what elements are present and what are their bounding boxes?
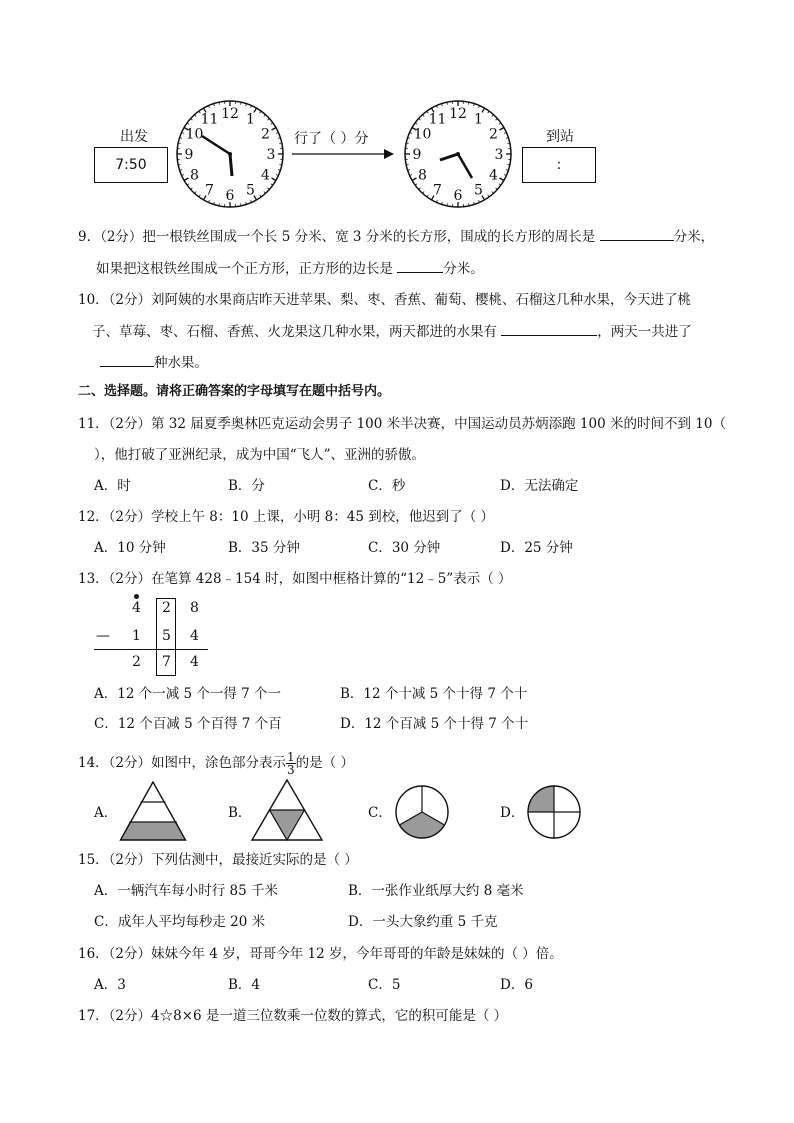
q9-line2: 如果把这根铁丝围成一个正方形，正方形的边长是 分米。 [96, 258, 484, 279]
clock-number: 8 [190, 167, 199, 184]
q13-option-b[interactable]: B．12 个十减 5 个十得 7 个十 [340, 686, 528, 702]
q11-line2: ），他打破了亚洲纪录，成为中国“飞人”、亚洲的骄傲。 [94, 447, 426, 463]
clock-arrive-minute-hand [458, 154, 472, 178]
vertical-subtraction [94, 594, 214, 678]
digit: 8 [190, 600, 199, 616]
borrow-dot [134, 594, 139, 599]
q11-line1: 11．（2分）第 32 届夏季奥林匹克运动会男子 100 米半决赛，中国运动员苏炳添跑 100 米的时间不到 10（ [78, 416, 726, 432]
clock-tick [264, 192, 266, 194]
q14-figure-d-circle [522, 780, 586, 844]
q9-blank-1[interactable] [600, 226, 674, 241]
clock-tick [184, 178, 188, 181]
q16-option-c[interactable]: C．5 [368, 977, 401, 993]
clock-tick [240, 102, 241, 104]
clock-tick [272, 178, 276, 181]
clock-number: 3 [266, 147, 276, 163]
q16-option-b[interactable]: B．4 [228, 977, 261, 993]
q17-text: 17．（2分）4☆8×6 是一道三位数乘一位数的算式，它的积可能是（ ） [78, 1008, 508, 1024]
digit: 5 [162, 628, 171, 644]
clock-tick [406, 164, 408, 165]
clock-tick [447, 102, 448, 104]
q15-option-d[interactable]: D．一头大象约重 5 千克 [348, 914, 498, 930]
q15-option-a[interactable]: A．一辆汽车每小时行 85 千米 [94, 883, 279, 899]
depart-label: 出发 [120, 129, 148, 145]
clock-tick [406, 143, 408, 144]
arrive-time-box: : [522, 147, 596, 183]
clock-number: 2 [489, 126, 498, 143]
clock-number: 11 [428, 111, 447, 128]
clock-tick [178, 143, 180, 144]
q12-option-a[interactable]: A．10 分钟 [94, 540, 166, 556]
clock-tick [419, 188, 421, 190]
clock-arrive-hour-hand [440, 154, 458, 160]
digit: 2 [162, 600, 171, 616]
q14-option-c-label[interactable]: C． [368, 805, 392, 821]
clock-number: 1 [246, 111, 255, 128]
clock-number: 9 [184, 147, 194, 163]
q14-option-a-label[interactable]: A． [94, 805, 118, 821]
q13-text: 13．（2分）在笔算 428﹣154 时，如图中框格计算的“12﹣5”表示（ ） [78, 571, 512, 587]
clock-tick [492, 192, 494, 194]
elapsed-label: 行了（ ）分 [294, 131, 369, 147]
clock-number: 7 [205, 182, 214, 199]
clock-tick [468, 203, 469, 205]
q15-option-c[interactable]: C．成年人平均每秒走 20 米 [94, 914, 266, 930]
q14-option-d-label[interactable]: D． [500, 805, 525, 821]
q9-blank-2[interactable] [397, 258, 443, 273]
clock-tick [268, 119, 270, 121]
section-2-heading: 二、选择题。请将正确答案的字母填写在题中括号内。 [78, 384, 391, 399]
clock-number: 8 [418, 167, 427, 184]
clock-tick [195, 115, 197, 117]
q15-option-b[interactable]: B．一张作业纸厚大约 8 毫米 [348, 883, 524, 899]
q11-option-b[interactable]: B．分 [228, 478, 265, 494]
clock-tick [219, 203, 220, 205]
clock-tick [500, 178, 504, 181]
clock-tick [279, 164, 281, 165]
fraction-one-third: $\frac{1}{3}$ [287, 750, 295, 777]
clock-number: 6 [225, 188, 235, 204]
clock-number: 4 [489, 167, 498, 184]
q10-line2: 子、草莓、枣、石榴、香蕉、火龙果这几种水果，两天都进的水果有 ，两天一共进了 [92, 321, 692, 342]
clock-tick [492, 115, 494, 117]
arrow-right [290, 146, 396, 162]
q12-text: 12．（2分）学校上午 8：10 上课，小明 8：45 到校，他迟到了（ ） [78, 509, 495, 525]
clock-arrive [402, 98, 514, 210]
q10-blank-1[interactable] [501, 321, 597, 336]
q10-line1: 10．（2分）刘阿姨的水果商店昨天进苹果、梨、枣、香蕉、葡萄、樱桃、石榴这几种水果，今天进了桃 [78, 292, 692, 308]
clock-depart-minute-hand [202, 136, 230, 154]
q16-option-a[interactable]: A．3 [94, 977, 126, 993]
q16-option-d[interactable]: D．6 [500, 977, 533, 993]
clock-number: 1 [474, 111, 483, 128]
digit: 2 [132, 654, 141, 670]
clock-number: 10 [413, 126, 432, 143]
clock-tick [268, 188, 270, 190]
clock-tick [191, 119, 193, 121]
q13-option-c[interactable]: C．12 个百减 5 个百得 7 个百 [94, 716, 282, 732]
q12-option-b[interactable]: B．35 分钟 [228, 540, 300, 556]
clock-tick [447, 203, 448, 205]
clock-tick [412, 178, 416, 181]
q10-line3: 种水果。 [100, 352, 208, 373]
clock-tick [419, 119, 421, 121]
clock-number: 7 [433, 182, 442, 199]
clock-tick [500, 128, 504, 131]
clock-tick [219, 102, 220, 104]
digit: 4 [190, 654, 199, 670]
depart-time-box: 7:50 [94, 147, 168, 183]
clock-number: 12 [221, 106, 239, 122]
clock-tick [496, 119, 498, 121]
clock-number: 4 [261, 167, 270, 184]
clock-depart [174, 98, 286, 210]
q9-line1: 9．（2分）把一根铁丝围成一个长 5 分米、宽 3 分米的长方形，围成的长方形的周长是 分米， [78, 226, 714, 247]
clock-tick [496, 188, 498, 190]
q12-option-c[interactable]: C．30 分钟 [368, 540, 441, 556]
minus-sign: — [96, 628, 110, 644]
clock-tick [279, 143, 281, 144]
clock-number: 10 [185, 126, 204, 143]
clock-number: 3 [494, 147, 504, 163]
clock-tick [507, 164, 509, 165]
q14-figure-c-circle [390, 780, 454, 844]
q16-text: 16．（2分）妹妹今年 4 岁，哥哥今年 12 岁，今年哥哥的年龄是妹妹的（ ）倍。 [78, 946, 563, 962]
clock-number: 9 [412, 147, 422, 163]
digit: 4 [190, 628, 199, 644]
clock-tick [423, 192, 425, 194]
clock-number: 12 [449, 106, 467, 122]
q11-option-c[interactable]: C．秒 [368, 478, 406, 494]
digit: 4 [132, 600, 141, 616]
q13-option-d[interactable]: D．12 个百减 5 个十得 7 个十 [340, 716, 529, 732]
q10-blank-2[interactable] [100, 352, 154, 367]
digit: 7 [162, 654, 171, 670]
q14-text: 14．（2分）如图中，涂色部分表示 $\frac{1}{3}$ 的是（ ） [78, 750, 354, 777]
q11-option-d[interactable]: D．无法确定 [500, 478, 579, 494]
clock-depart-hour-hand [230, 154, 232, 176]
q12-option-d[interactable]: D．25 分钟 [500, 540, 573, 556]
clock-tick [468, 102, 469, 104]
clock-number: 5 [474, 182, 483, 199]
q13-option-a[interactable]: A．12 个一减 5 个一得 7 个一 [94, 686, 282, 702]
q14-option-b-label[interactable]: B． [228, 805, 252, 821]
digit: 1 [132, 628, 141, 644]
arrive-label: 到站 [546, 129, 574, 145]
clock-tick [272, 128, 276, 131]
q15-text: 15．（2分）下列估测中，最接近实际的是（ ） [78, 852, 358, 868]
clock-tick [195, 192, 197, 194]
q14-figure-a-triangle [116, 780, 190, 844]
clock-tick [240, 203, 241, 205]
clock-number: 5 [246, 182, 255, 199]
clock-tick [191, 188, 193, 190]
q11-option-a[interactable]: A．时 [94, 478, 131, 494]
clock-tick [507, 143, 509, 144]
result-line [94, 649, 208, 650]
clock-tick [178, 164, 180, 165]
clock-number: 11 [200, 111, 219, 128]
clock-number: 6 [453, 188, 463, 204]
clock-tick [264, 115, 266, 117]
highlight-frame [156, 598, 176, 676]
q14-figure-b-triangle [250, 778, 324, 844]
clock-number: 2 [261, 126, 270, 143]
clock-tick [423, 115, 425, 117]
